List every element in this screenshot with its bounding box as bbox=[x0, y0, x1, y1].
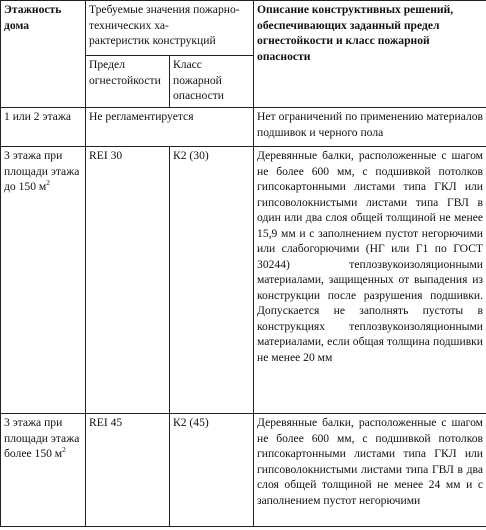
row1-floors-text: 1 или 2 этажа bbox=[4, 110, 71, 123]
row1-floors-cell bbox=[1, 108, 86, 147]
header-description-text: Описание конструктивных решений, обеспечивающих заданный предел огнестойкости и класс пожарной опасности bbox=[257, 3, 454, 63]
row3-floors-text: 3 этажа при площади этажа более 150 м bbox=[4, 416, 80, 460]
row2-floors-sup: 2 bbox=[46, 178, 50, 188]
row3-fire-limit-text: REI 45 bbox=[89, 416, 123, 429]
header-required-text: Требуемые значения пожарно-технических ха- bbox=[89, 3, 240, 32]
row1-description-cell bbox=[254, 108, 486, 147]
row2-description-extra-text: Допускается не заполнять пустоты в конструкциях теплозвукоизоляционными материалами, если общая толщина подшивки не менее 20 мм bbox=[257, 304, 484, 364]
header-required-cell bbox=[86, 1, 254, 56]
table-row bbox=[1, 108, 486, 147]
table-header-row bbox=[1, 1, 486, 56]
row2-floors-cell bbox=[1, 147, 86, 414]
row3-fire-class-cell bbox=[170, 414, 254, 527]
header-required-text-2: рактеристик конструкций bbox=[89, 34, 216, 47]
row3-description-cell bbox=[254, 414, 486, 527]
header-floors-cell bbox=[1, 1, 86, 108]
row2-floors-text: 3 этажа при площади этажа до 150 м bbox=[4, 149, 80, 193]
row2-description-text: Деревянные балки, расположенные с шагом не более 600 мм, с подшивкой потолков гипсокартонными листами типа ГКЛ или гипсоволокнистыми листами типа ГВЛ в один или два слоя общей толщиной не менее 15,9 мм и с заполнением пустот негорючими или слабогорючими (НГ или Г1 по ГОСТ 30244) теплозвукоизоляционными материалами, защищенных от выпадения из конструкции после разрушения подшивки. bbox=[257, 149, 484, 302]
header-floors-text: Этажность дома bbox=[4, 3, 62, 32]
row1-fire-limit-cell bbox=[86, 108, 254, 147]
subheader-fire-limit-text: Предел огнестойкости bbox=[89, 58, 161, 87]
row1-fire-limit-text: Не регламентируется bbox=[89, 110, 194, 123]
row2-fire-class-cell bbox=[170, 147, 254, 414]
subheader-fire-class-cell bbox=[170, 56, 254, 108]
row2-fire-limit-text: REI 30 bbox=[89, 149, 123, 162]
row3-fire-class-text: К2 (45) bbox=[173, 416, 209, 429]
row1-description-text: Нет ограничений по применению материалов подшивок и черного пола bbox=[257, 110, 484, 139]
row2-description-cell bbox=[254, 147, 486, 414]
header-description-cell bbox=[254, 1, 486, 108]
table-row bbox=[1, 147, 486, 414]
table-row bbox=[1, 414, 486, 527]
row2-fire-limit-cell bbox=[86, 147, 170, 414]
subheader-fire-class-text: Класс пожарной опасности bbox=[173, 58, 225, 102]
row2-fire-class-text: К2 (30) bbox=[173, 149, 209, 162]
row3-description-text: Деревянные балки, расположенные с шагом не более 600 мм, с подшивкой потолков гипсокартонными листами типа ГКЛ или гипсоволокнистыми листами типа ГВЛ в два слоя общей толщиной не менее 24 мм и с заполнением пустот негорючими bbox=[257, 416, 484, 507]
row3-floors-cell bbox=[1, 414, 86, 527]
row3-fire-limit-cell bbox=[86, 414, 170, 527]
subheader-fire-limit-cell bbox=[86, 56, 170, 108]
row3-floors-sup: 2 bbox=[62, 445, 66, 455]
